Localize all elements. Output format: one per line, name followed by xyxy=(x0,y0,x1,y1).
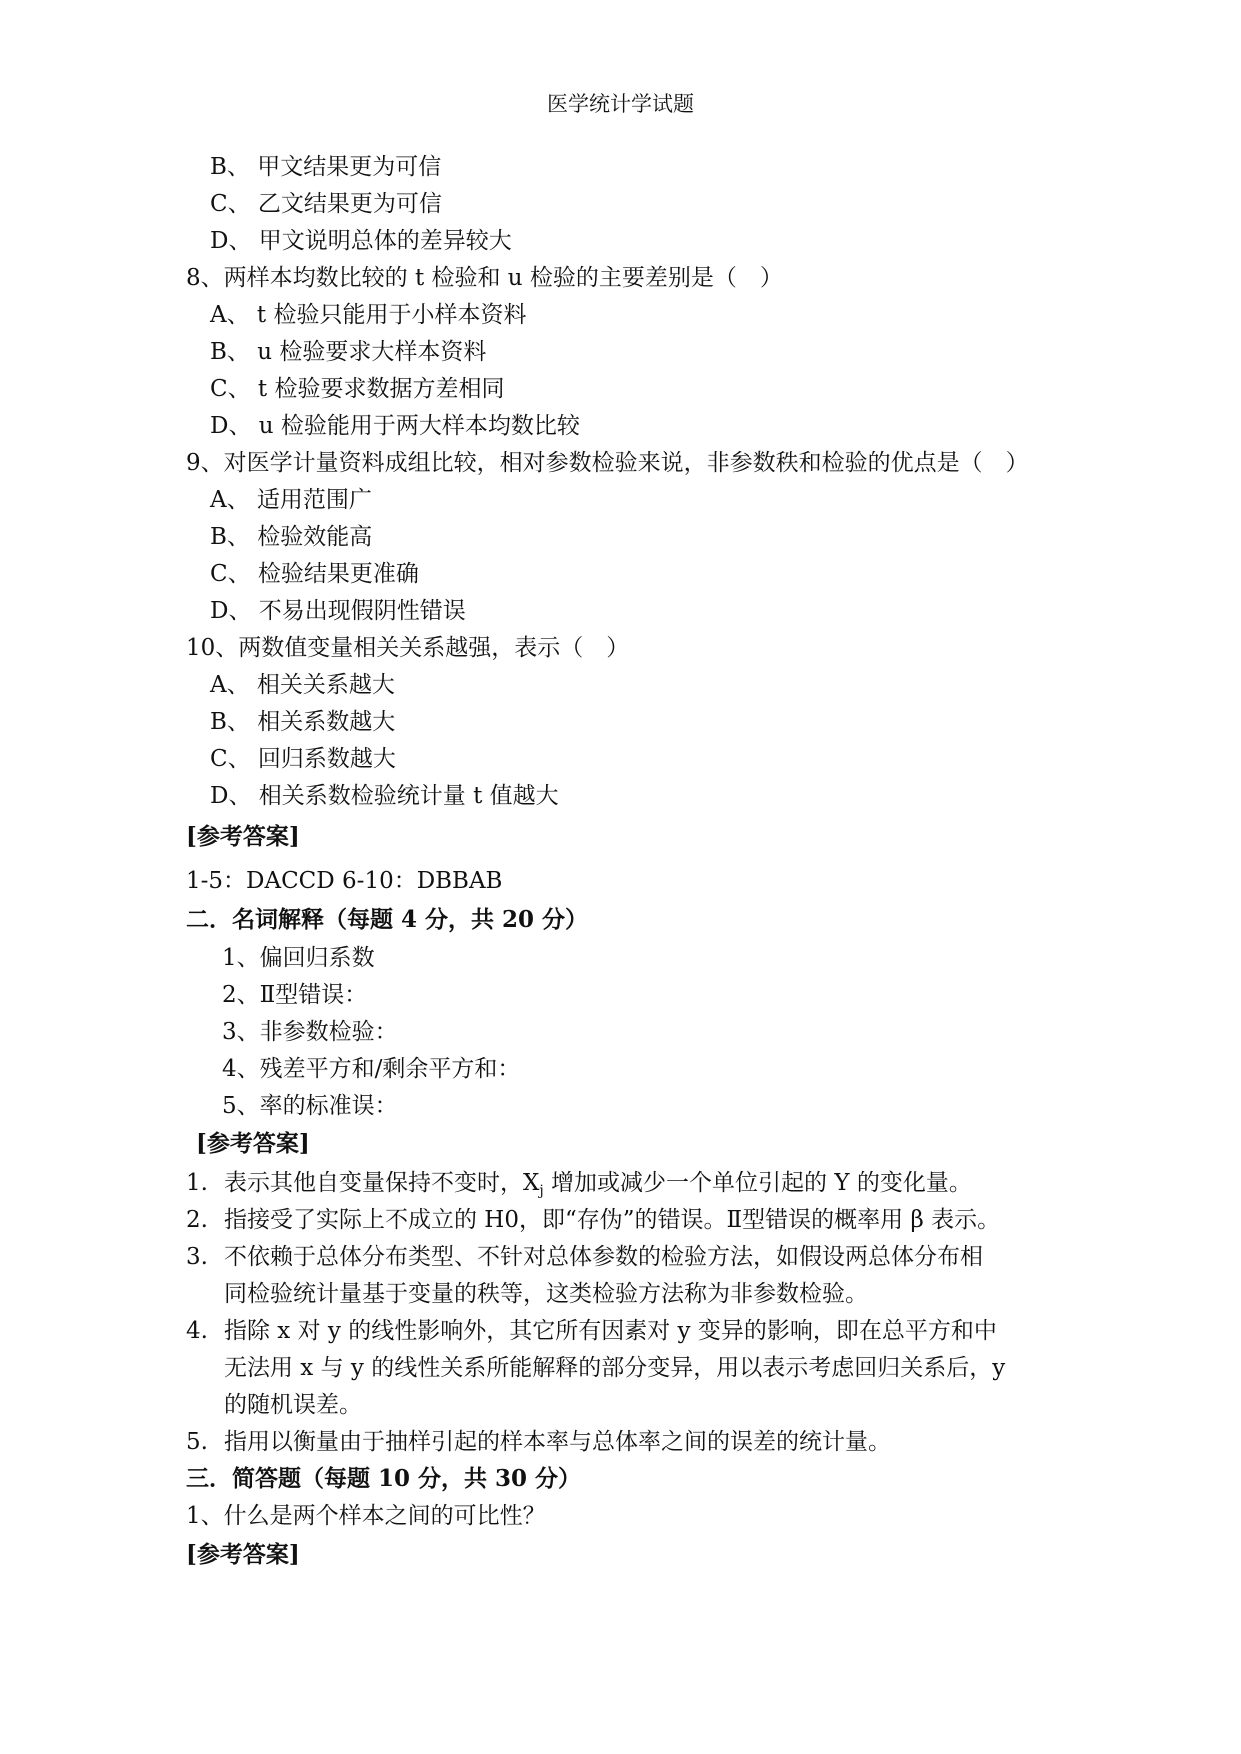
q8-option-c: C、 t 检验要求数据方差相同 xyxy=(210,376,505,402)
section2-answer-label: [参考答案] xyxy=(196,1130,310,1157)
answer-text: 指接受了实际上不成立的 H0，即“存伪”的错误。Ⅱ型错误的概率用 β 表示。 xyxy=(224,1207,1001,1233)
answer-number: 2. xyxy=(186,1207,208,1233)
q9-option-c: C、 检验结果更准确 xyxy=(210,561,419,587)
term-item-5: 5、率的标准误： xyxy=(222,1093,398,1119)
answer-3-cont: 同检验统计量基于变量的秩等，这类检验方法称为非参数检验。 xyxy=(224,1281,868,1307)
page-header: 医学统计学试题 xyxy=(547,92,694,116)
section3-answer-label: [参考答案] xyxy=(186,1541,300,1568)
mc-answers: 1-5：DACCD 6-10：DBBAB xyxy=(186,868,503,894)
q8-stem: 8、两样本均数比较的 t 检验和 u 检验的主要差别是（ ） xyxy=(186,265,783,291)
answer-5 xyxy=(186,1427,891,1457)
answer-subscript: j xyxy=(539,1183,544,1199)
answer-number: 5. xyxy=(186,1429,208,1455)
reference-answer-label: [参考答案] xyxy=(186,823,300,850)
section3-title: 三．简答题（每题 10 分，共 30 分） xyxy=(186,1465,582,1492)
q10-option-c: C、 回归系数越大 xyxy=(210,746,396,772)
answer-number: 1. xyxy=(186,1170,208,1196)
answer-2 xyxy=(186,1205,1000,1235)
answer-text: 指除 x 对 y 的线性影响外，其它所有因素对 y 变异的影响，即在总平方和中 xyxy=(224,1318,997,1344)
answer-3 xyxy=(186,1242,983,1272)
q10-option-a: A、 相关关系越大 xyxy=(210,672,395,698)
answer-4-cont-2: 的随机误差。 xyxy=(224,1392,362,1418)
answer-text: 增加或减少一个单位引起的 Y 的变化量。 xyxy=(543,1170,972,1196)
section3-question-1: 1、什么是两个样本之间的可比性？ xyxy=(186,1503,546,1529)
answer-text: 指用以衡量由于抽样引起的样本率与总体率之间的误差的统计量。 xyxy=(224,1429,891,1455)
q10-option-b: B、 相关系数越大 xyxy=(210,709,396,735)
answer-number: 4. xyxy=(186,1318,208,1344)
answer-4 xyxy=(186,1316,997,1346)
q9-option-a: A、 适用范围广 xyxy=(210,487,372,513)
q7-option-d: D、 甲文说明总体的差异较大 xyxy=(210,228,512,254)
q7-option-c: C、 乙文结果更为可信 xyxy=(210,191,442,217)
q10-stem: 10、两数值变量相关关系越强，表示（ ） xyxy=(186,635,630,661)
q10-option-d: D、 相关系数检验统计量 t 值越大 xyxy=(210,783,559,809)
q8-option-b: B、 u 检验要求大样本资料 xyxy=(210,339,487,365)
q9-stem: 9、对医学计量资料成组比较，相对参数检验来说，非参数秩和检验的优点是（ ） xyxy=(186,450,1029,476)
term-item-3: 3、非参数检验： xyxy=(222,1019,398,1045)
term-item-1: 1、偏回归系数 xyxy=(222,945,375,971)
q8-option-d: D、 u 检验能用于两大样本均数比较 xyxy=(210,413,580,439)
answer-1 xyxy=(186,1168,972,1206)
q9-option-b: B、 检验效能高 xyxy=(210,524,373,550)
q7-option-b: B、 甲文结果更为可信 xyxy=(210,154,442,180)
term-item-2: 2、Ⅱ型错误： xyxy=(222,982,368,1008)
answer-text: 表示其他自变量保持不变时，X xyxy=(224,1170,540,1196)
section2-title: 二．名词解释（每题 4 分，共 20 分） xyxy=(186,906,589,933)
answer-text: 不依赖于总体分布类型、不针对总体参数的检验方法，如假设两总体分布相 xyxy=(224,1244,983,1270)
term-item-4: 4、残差平方和/剩余平方和： xyxy=(222,1056,521,1082)
answer-4-cont-1: 无法用 x 与 y 的线性关系所能解释的部分变异，用以表示考虑回归关系后，y xyxy=(224,1355,1006,1381)
q8-option-a: A、 t 检验只能用于小样本资料 xyxy=(210,302,527,328)
q9-option-d: D、 不易出现假阴性错误 xyxy=(210,598,466,624)
answer-number: 3. xyxy=(186,1244,208,1270)
